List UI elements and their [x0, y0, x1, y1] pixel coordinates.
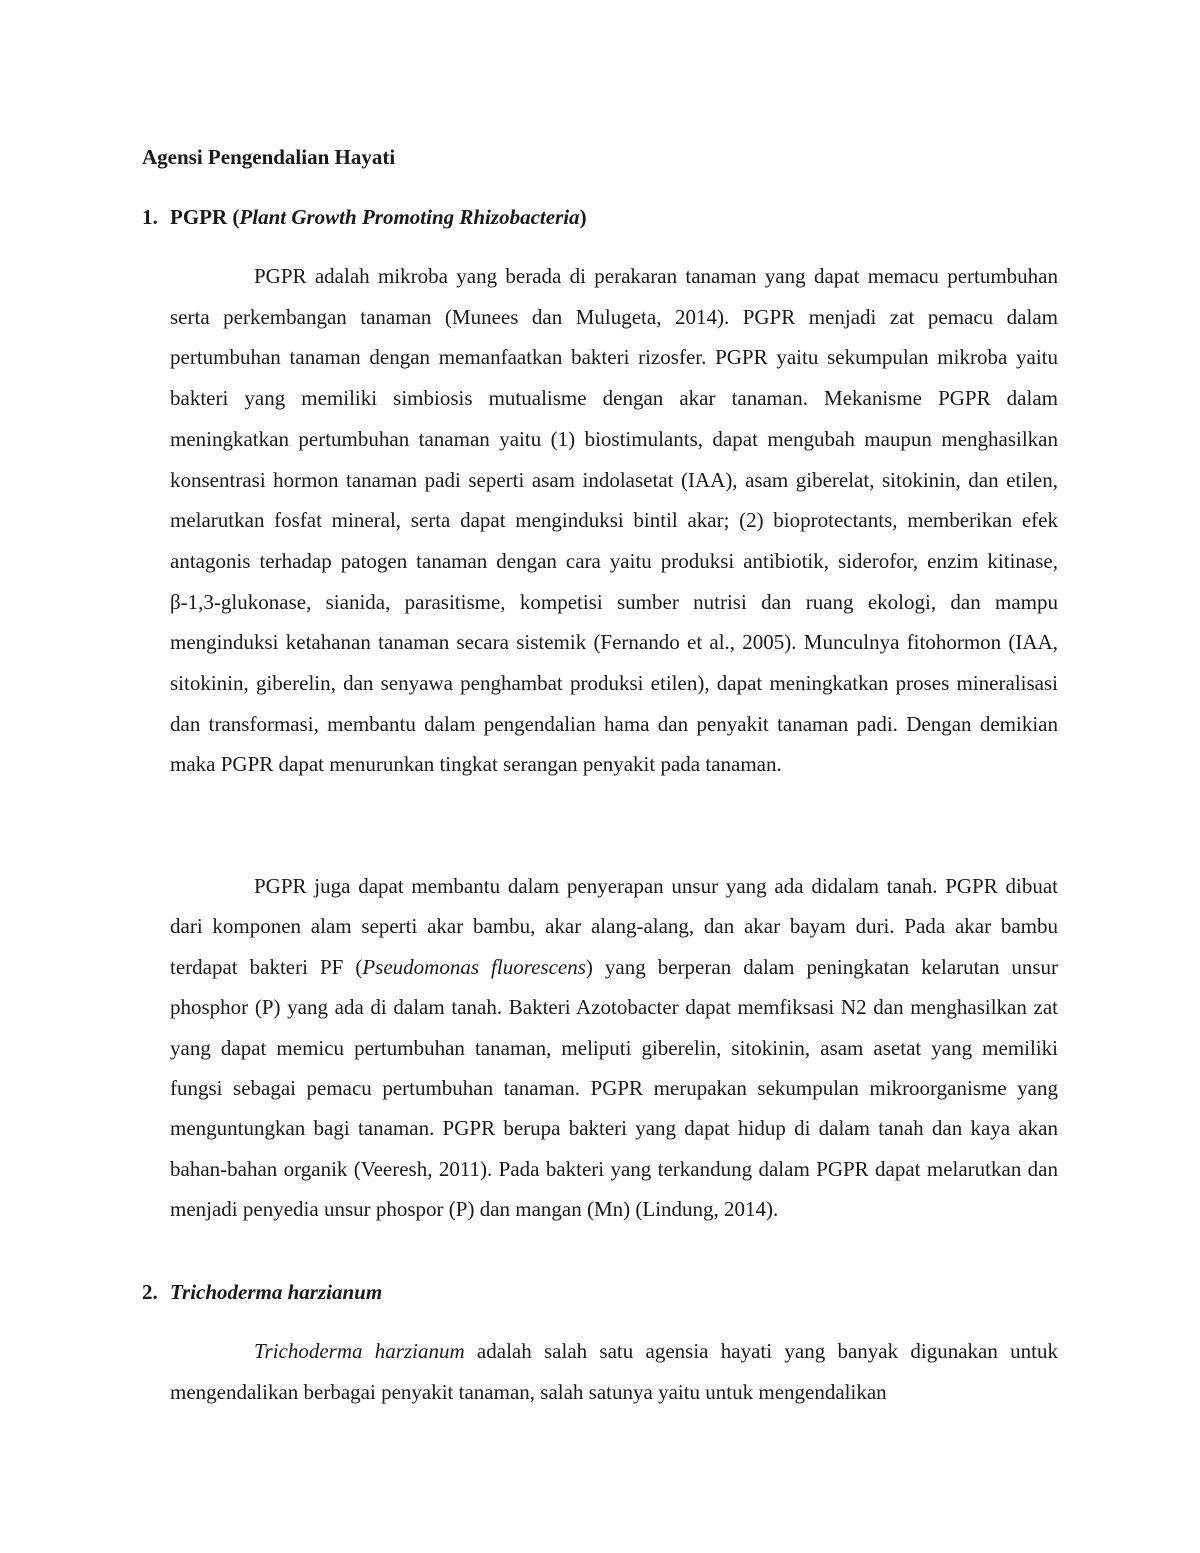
section-1-paragraph-1: PGPR adalah mikroba yang berada di perakaran tanaman yang dapat memacu pertumbuhan serta perkembangan tanaman (Munees dan Mulugeta, 2014). PGPR menjadi zat pemacu dalam pertumbuhan tanaman dengan memanfaatkan bakteri rizosfer. PGPR yaitu sekumpulan mikroba yaitu bakteri yang memiliki simbiosis mutualisme dengan akar tanaman. Mekanisme PGPR dalam meningkatkan pertumbuhan tanaman yaitu (1) biostimulants, dapat mengubah maupun menghasilkan konsentrasi hormon tanaman padi seperti asam indolasetat (IAA), asam giberelat, sitokinin, dan etilen, melarutkan fosfat mineral, serta dapat menginduksi bintil akar; (2) bioprotectants, memberikan efek antagonis terhadap patogen tanaman dengan cara yaitu produksi antibiotik, siderofor, enzim kitinase, β-1,3-glukonase, sianida, parasitisme, kompetisi sumber nutrisi dan ruang ekologi, dan mampu menginduksi ketahanan tanaman secara sistemik (Fernando et al., 2005). Munculnya fitohormon (IAA, sitokinin, giberelin, dan senyawa penghambat produksi etilen), dapat meningkatkan proses mineralisasi dan transformasi, membantu dalam pengendalian hama dan penyakit tanaman padi. Dengan demikian maka PGPR dapat menurunkan tingkat serangan penyakit pada tanaman. — [170, 264, 1058, 777]
paragraph-2-text-b: ) yang berperan dalam peningkatan kelarutan unsur phosphor (P) yang ada di dalam tanah. Bakteri Azotobacter dapat memfiksasi N2 dan menghasilkan zat yang dapat memicu pertumbuhan tanaman, meliputi giberelin, sitokinin, asam asetat yang memiliki fungsi sebagai pemacu pertumbuhan tanaman. PGPR merupakan sekumpulan mikroorganisme yang menguntungkan bagi tanaman. PGPR berupa bakteri yang dapat hidup di dalam tanah dan kaya akan bahan-bahan organik (Veeresh, 2011). Pada bakteri yang terkandung dalam PGPR dapat melarutkan dan menjadi penyedia unsur phospor (P) dan mangan (Mn) (Lindung, 2014). — [170, 954, 1058, 1222]
document-title: Agensi Pengendalian Hayati — [142, 145, 396, 169]
section-1-number: 1. — [142, 205, 158, 229]
section-2-species-name: Trichoderma harzianum — [254, 1339, 465, 1363]
paragraph-2-species-name: Pseudomonas fluorescens — [362, 954, 586, 979]
section-1-heading — [142, 201, 587, 233]
section-1-heading-pre: PGPR ( — [170, 205, 240, 229]
section-1-heading-italic: Plant Growth Promoting Rhizobacteria — [239, 205, 580, 229]
section-1-heading-post: ) — [579, 205, 587, 229]
section-2-paragraph-1 — [170, 1331, 1058, 1412]
section-2-number: 2. — [142, 1280, 158, 1304]
section-2-heading-italic: Trichoderma harzianum — [170, 1280, 383, 1304]
paragraph-2-text-a: PGPR juga dapat membantu dalam penyerapan unsur yang ada didalam tanah. PGPR dibuat dari komponen alam seperti akar bambu, akar alang-alang, dan akar bayam duri. Pada akar bambu terdapat bakteri PF ( — [170, 874, 1058, 979]
section-2-heading — [142, 1276, 382, 1308]
section-1-paragraph-2 — [170, 866, 1058, 1230]
section-2-paragraph-text: adalah salah satu agensia hayati yang banyak digunakan untuk mengendalikan berbagai penyakit tanaman, salah satunya yaitu untuk mengendalikan — [170, 1339, 1058, 1404]
